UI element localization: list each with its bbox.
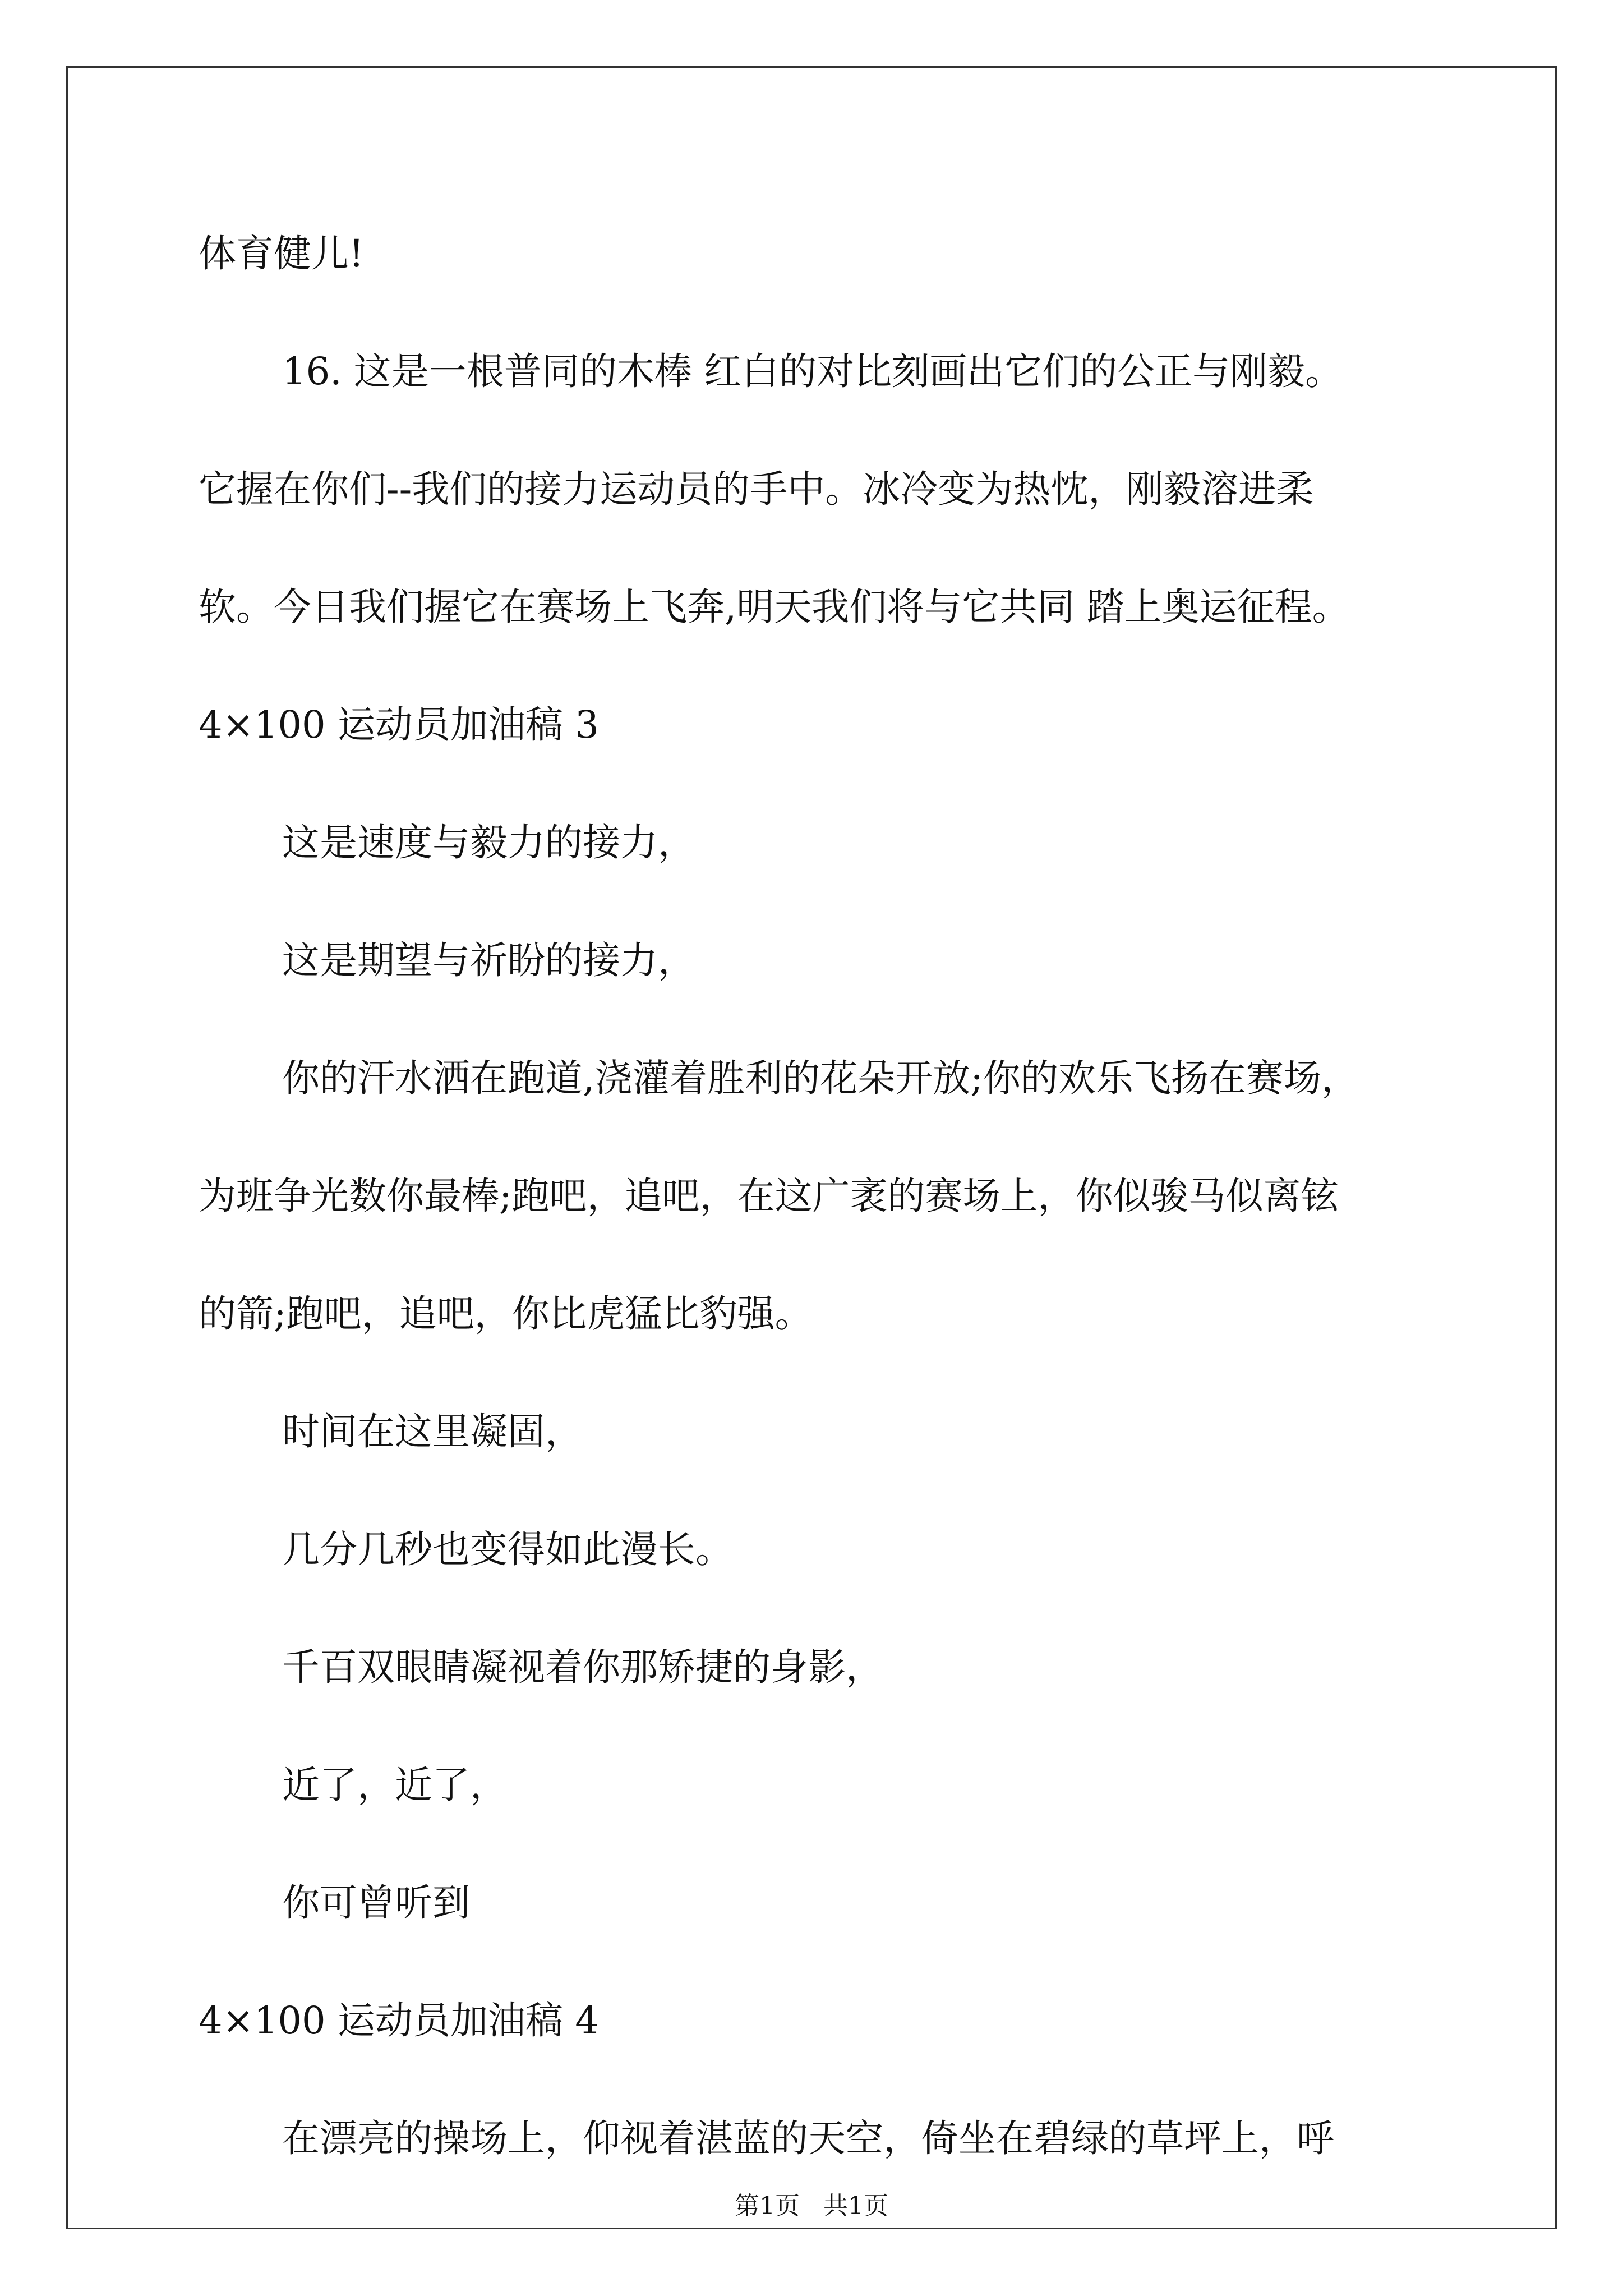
text-line: 的箭;跑吧，追吧，你比虎猛比豹强。 — [199, 1292, 813, 1336]
section-heading: 4×100 运动员加油稿 4 — [199, 1999, 599, 2042]
section-heading: 4×100 运动员加油稿 3 — [199, 703, 599, 747]
text-line: 时间在这里凝固， — [282, 1410, 583, 1453]
text-line: 在漂亮的操场上，仰视着湛蓝的天空，倚坐在碧绿的草坪上，呼 — [282, 2116, 1334, 2160]
text-line: 你的汗水洒在跑道,浇灌着胜利的花朵开放;你的欢乐飞扬在赛场， — [282, 1056, 1359, 1100]
text-line: 这是速度与毅力的接力， — [282, 821, 695, 864]
text-line: 千百双眼睛凝视着你那矫捷的身影， — [282, 1645, 883, 1689]
text-line: 为班争光数你最棒;跑吧，追吧，在这广袤的赛场上，你似骏马似离铉 — [199, 1174, 1339, 1218]
text-line: 你可曾听到 — [282, 1881, 470, 1925]
text-line: 几分几秒也变得如此漫长。 — [282, 1527, 733, 1571]
text-line: 它握在你们--我们的接力运动员的手中。冰冷变为热忱，刚毅溶进柔 — [199, 467, 1314, 511]
text-line: 软。今日我们握它在赛场上飞奔,明天我们将与它共同 踏上奥运征程。 — [199, 585, 1350, 629]
text-line: 16. 这是一根普同的木棒 红白的对比刻画出它们的公正与刚毅。 — [282, 349, 1343, 393]
page-footer: 第1页 共1页 — [735, 2192, 888, 2220]
text-line: 这是期望与祈盼的接力， — [282, 938, 695, 982]
text-line: 近了，近了， — [282, 1763, 508, 1807]
text-line: 体育健儿! — [199, 232, 364, 275]
